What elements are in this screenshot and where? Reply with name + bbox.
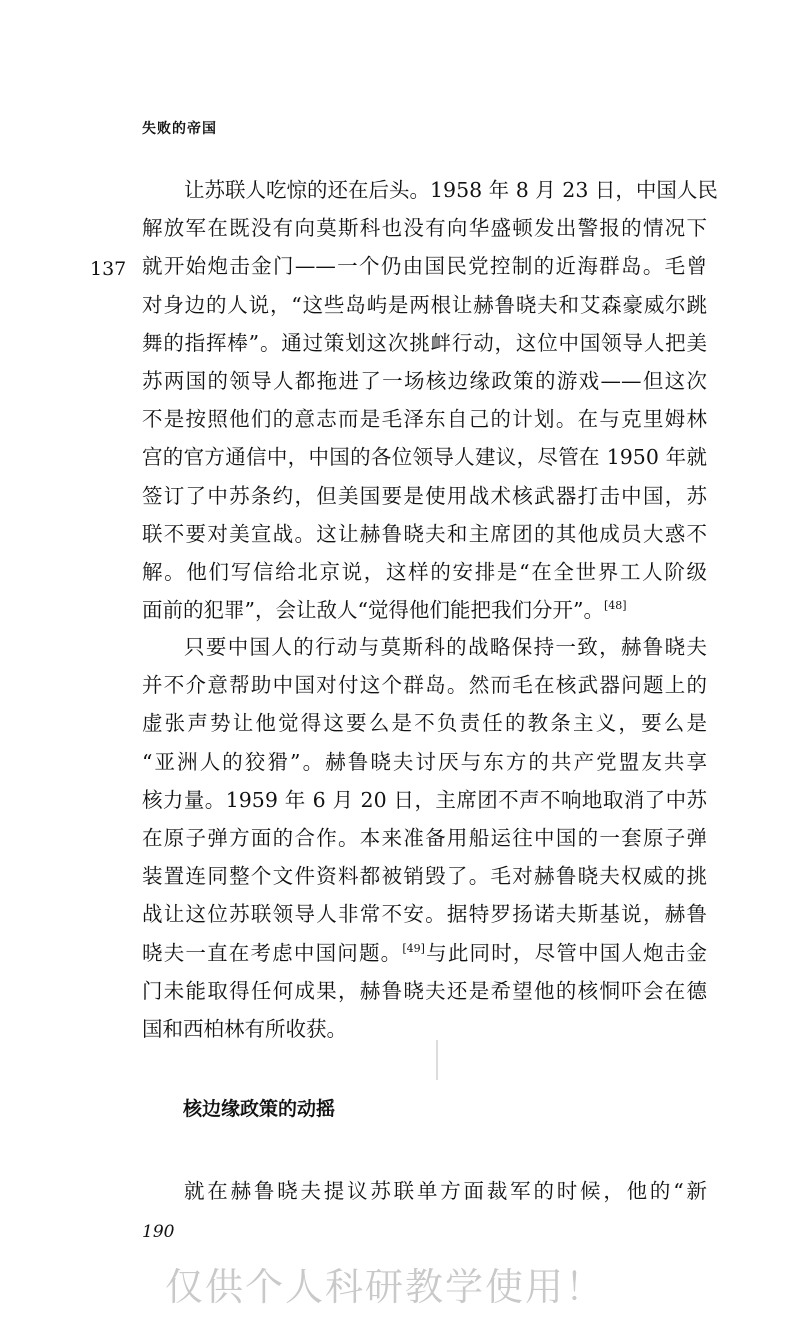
paragraph-line: 就开始炮击金门——一个仍由国民党控制的近海群岛。毛曾	[142, 254, 707, 279]
paragraph-line: 苏两国的领导人都拖进了一场核边缘政策的游戏——但这次	[142, 368, 707, 393]
paragraph-3	[142, 1172, 707, 1210]
paragraph-line: 解。他们写信给北京说，这样的安排是“在全世界工人阶级	[142, 559, 707, 584]
paragraph-line: 国和西柏林有所收获。	[142, 1016, 347, 1041]
section-heading: 核边缘政策的动摇	[183, 1098, 336, 1120]
paragraph-line: 不是按照他们的意志而是毛泽东自己的计划。在与克里姆林	[142, 407, 707, 432]
paragraph-line: 装置连同整个文件资料都被销毁了。毛对赫鲁晓夫权威的挑	[142, 864, 707, 889]
paragraph-line-with-footnote	[142, 934, 707, 972]
paragraph-line: 虚张声势让他觉得这要么是不负责任的教条主义，要么是	[142, 711, 707, 736]
paragraph-2	[142, 628, 707, 1048]
paragraph-line: 在原子弹方面的合作。本来准备用船运往中国的一套原子弹	[142, 825, 707, 850]
paragraph-line: 对身边的人说，“这些岛屿是两根让赫鲁晓夫和艾森豪威尔跳	[142, 292, 707, 317]
paragraph-line: 只要中国人的行动与莫斯科的战略保持一致，赫鲁晓夫	[184, 635, 707, 659]
footnote-marker: [49]	[402, 941, 425, 955]
page-number: 190	[142, 1222, 175, 1242]
paragraph-line: 联不要对美宣战。这让赫鲁晓夫和主席团的其他成员大惑不	[142, 521, 707, 546]
paragraph-line: 签订了中苏条约，但美国要是使用战术核武器打击中国，苏	[142, 483, 707, 508]
scan-artifact-line	[436, 1040, 438, 1080]
running-header: 失败的帝国	[142, 121, 217, 137]
paragraph-line-text: 晓夫一直在考虑中国问题。	[142, 940, 403, 965]
paragraph-line: 核力量。1959 年 6 月 20 日，主席团不声不响地取消了中苏	[142, 787, 707, 812]
paragraph-line: 门未能取得任何成果，赫鲁晓夫还是希望他的核恫吓会在德	[142, 978, 707, 1003]
paragraph-line: 让苏联人吃惊的还在后头。1958 年 8 月 23 日，中国人民	[184, 178, 718, 202]
paragraph-line: 舞的指挥棒”。通过策划这次挑衅行动，这位中国领导人把美	[142, 330, 707, 355]
paragraph-line: 并不介意帮助中国对付这个群岛。然而毛在核武器问题上的	[142, 673, 707, 698]
paragraph-line: “亚洲人的狡猾”。赫鲁晓夫讨厌与东方的共产党盟友共享	[142, 749, 707, 774]
paragraph-line: 就在赫鲁晓夫提议苏联单方面裁军的时候，他的“新	[184, 1179, 707, 1203]
margin-page-reference: 137	[90, 258, 127, 280]
paragraph-line: 战让这位苏联领导人非常不安。据特罗扬诺夫斯基说，赫鲁	[142, 902, 707, 927]
paragraph-line: 解放军在既没有向莫斯科也没有向华盛顿发出警报的情况下	[142, 216, 707, 241]
paragraph-line-text: 与此同时，尽管中国人炮击金	[424, 940, 708, 965]
footnote-marker: [48]	[603, 599, 627, 613]
paragraph-line-with-footnote	[142, 591, 707, 629]
paragraph-line-text: 面前的犯罪”，会让敌人“觉得他们能把我们分开”。	[142, 598, 604, 623]
paragraph-line: 宫的官方通信中，中国的各位领导人建议，尽管在 1950 年就	[142, 445, 707, 470]
paragraph-1	[142, 171, 718, 629]
watermark-text: 仅供个人科研教学使用！	[165, 1265, 606, 1309]
